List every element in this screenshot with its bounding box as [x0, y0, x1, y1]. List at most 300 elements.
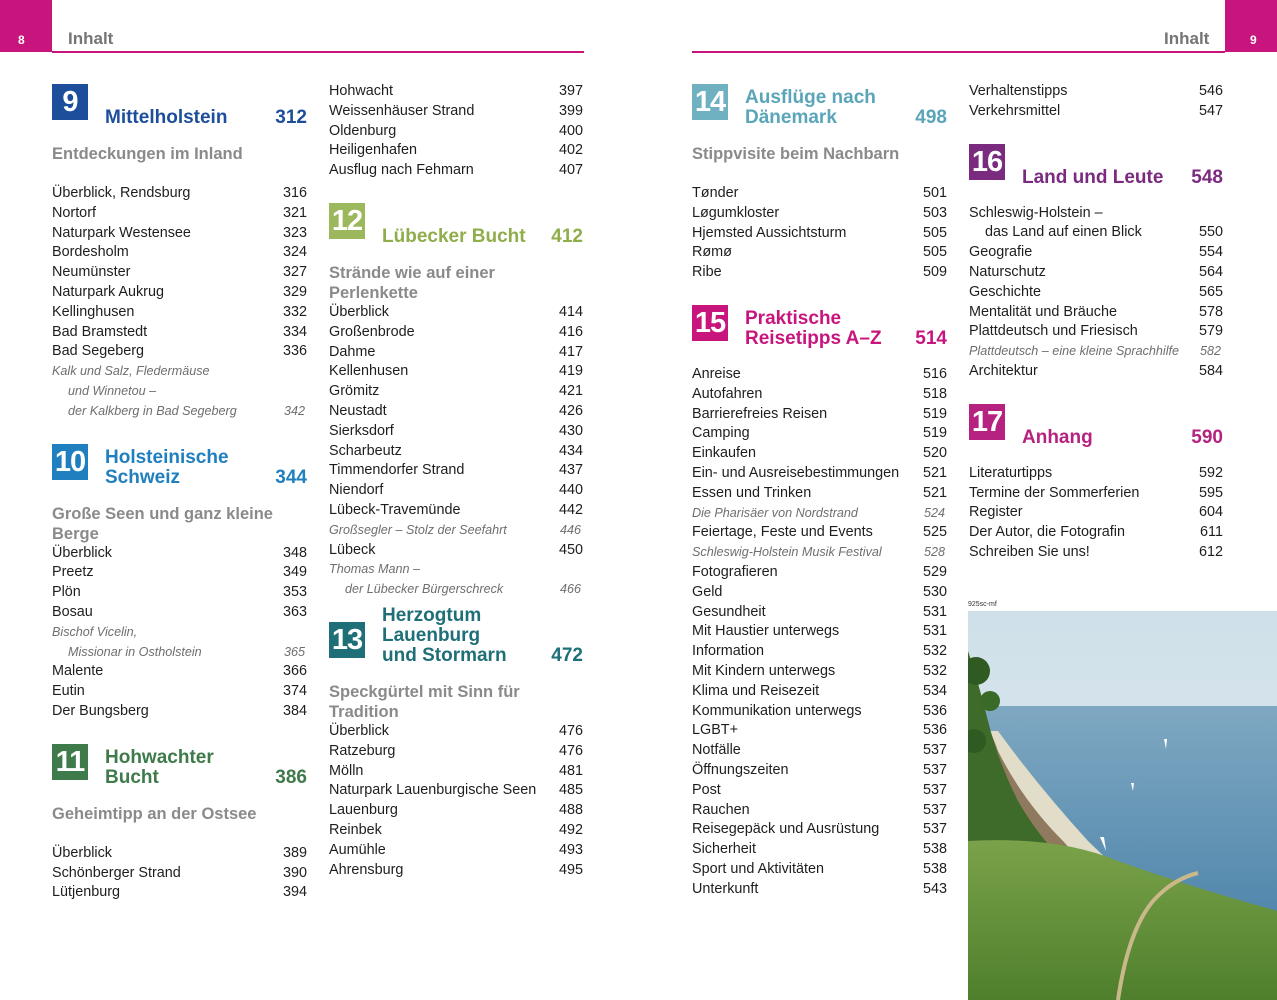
toc-entry-label: Überblick — [52, 844, 112, 861]
section-gap — [52, 722, 307, 742]
right-header-rule — [692, 51, 1225, 53]
toc-entry[interactable] — [692, 243, 947, 263]
toc-entry-label: Klima und Reisezeit — [692, 682, 820, 699]
toc-entry[interactable] — [692, 880, 947, 900]
toc-entry-label: Großsegler – Stolz der Seefahrt — [329, 522, 507, 537]
toc-entry[interactable] — [52, 702, 307, 722]
chapter-title[interactable]: Praktische Reisetipps A–Z — [745, 307, 882, 349]
toc-entry-label: Weissenhäuser Strand — [329, 102, 475, 119]
chapter-page: 344 — [275, 466, 307, 488]
toc-entry-label: Der Bungsberg — [52, 702, 149, 719]
toc-feature-entry[interactable] — [52, 402, 307, 422]
chapter-heading — [329, 604, 583, 682]
chapter-heading — [329, 203, 583, 263]
toc-entry[interactable] — [692, 682, 947, 702]
toc-entry[interactable] — [969, 322, 1223, 342]
toc-entry[interactable] — [692, 263, 947, 283]
chapter-title[interactable]: Hohwachter Bucht — [105, 746, 214, 788]
toc-entry-label: Naturpark Lauenburgische Seen — [329, 782, 537, 799]
toc-entry-label: Öffnungszeiten — [692, 761, 789, 778]
toc-entry[interactable] — [329, 501, 583, 521]
toc-entry-page: 417 — [558, 343, 583, 360]
chapter-title[interactable]: Lübecker Bucht — [382, 225, 526, 247]
toc-entry[interactable] — [52, 303, 307, 323]
toc-feature-entry[interactable] — [329, 521, 583, 541]
toc-entry[interactable] — [692, 642, 947, 662]
toc-entry-label: Plön — [52, 584, 81, 601]
toc-entry[interactable] — [692, 523, 947, 543]
toc-entry[interactable] — [969, 204, 1223, 224]
toc-entry[interactable] — [52, 844, 307, 864]
toc-entry[interactable] — [329, 343, 583, 363]
toc-entry-label: Tønder — [692, 185, 739, 201]
toc-entry[interactable] — [52, 263, 307, 283]
toc-entry-label: Scharbeutz — [329, 442, 402, 459]
toc-entry-page: 342 — [283, 403, 305, 418]
toc-feature-entry[interactable] — [329, 560, 583, 580]
chapter-subtitle: Große Seen und ganz kleine Berge — [52, 504, 273, 543]
toc-entry-label: Bad Bramstedt — [52, 323, 148, 340]
toc-entry[interactable] — [329, 461, 583, 481]
toc-entry-label: Schleswig-Holstein – — [969, 204, 1103, 221]
chapter-page: 590 — [1191, 426, 1223, 448]
toc-column-4 — [969, 82, 1223, 563]
toc-entry-label: Bischof Vicelin, — [52, 624, 138, 639]
chapter-number: 14 — [692, 84, 728, 120]
toc-entry-label: Plattdeutsch und Friesisch — [969, 323, 1138, 340]
toc-entry-label: Schleswig-Holstein Musik Festival — [692, 545, 882, 560]
toc-entry-page: 531 — [922, 623, 947, 640]
toc-entry-label: Grömitz — [329, 383, 380, 400]
toc-entry-label: Literaturtipps — [969, 464, 1053, 481]
toc-entry-page: 536 — [922, 722, 947, 739]
toc-column-3 — [692, 82, 947, 900]
toc-entry-page: 476 — [558, 742, 583, 759]
toc-entry-page: 321 — [282, 204, 307, 221]
toc-entry-page: 374 — [282, 683, 307, 700]
toc-entry[interactable] — [692, 464, 947, 484]
toc-entry-label: Eutin — [52, 683, 85, 700]
toc-entry-page: 509 — [922, 264, 947, 281]
toc-entry[interactable] — [969, 503, 1223, 523]
chapter-number: 12 — [329, 203, 365, 239]
toc-entry[interactable] — [692, 801, 947, 821]
toc-column-1 — [52, 82, 307, 903]
toc-entry-page: 538 — [922, 860, 947, 877]
chapter-title[interactable]: Herzogtum Lauenburg und Stormarn — [382, 604, 507, 666]
toc-entry[interactable] — [969, 243, 1223, 263]
toc-entry-page: 505 — [922, 244, 947, 261]
toc-entry-label: der Kalkberg in Bad Segeberg — [68, 403, 237, 418]
toc-entry-label: Feiertage, Feste und Events — [692, 524, 873, 541]
toc-entry-page: 537 — [922, 801, 947, 818]
toc-entry-page: 537 — [922, 821, 947, 838]
toc-entry[interactable] — [692, 721, 947, 741]
toc-entry[interactable] — [692, 204, 947, 224]
toc-entry[interactable] — [329, 422, 583, 442]
toc-entry-label: Verkehrsmittel — [969, 102, 1061, 119]
toc-entry[interactable] — [329, 362, 583, 382]
toc-entry[interactable] — [52, 583, 307, 603]
toc-entry[interactable] — [329, 801, 583, 821]
toc-feature-entry[interactable] — [52, 362, 307, 382]
toc-entry-page: 532 — [922, 662, 947, 679]
chapter-heading — [692, 84, 947, 144]
toc-entry-page: 324 — [282, 244, 307, 261]
toc-entry-page: 516 — [922, 365, 947, 382]
chapter-heading — [969, 404, 1223, 464]
toc-entry-label: Lütjenburg — [52, 884, 121, 901]
toc-entry[interactable] — [329, 762, 583, 782]
chapter-number: 9 — [52, 84, 88, 120]
toc-entry[interactable] — [52, 563, 307, 583]
section-gap — [692, 283, 947, 303]
toc-entry[interactable] — [329, 382, 583, 402]
toc-entry-page: 437 — [558, 462, 583, 479]
toc-entry-page: 532 — [922, 643, 947, 660]
chapter-page: 498 — [915, 107, 947, 128]
toc-column-2 — [329, 82, 583, 880]
toc-entry-page: 389 — [282, 844, 307, 861]
toc-entry[interactable] — [969, 223, 1223, 243]
toc-entry-page: 426 — [558, 402, 583, 419]
toc-entry-label: Kalk und Salz, Fledermäuse — [52, 364, 210, 379]
toc-entry[interactable] — [969, 543, 1223, 563]
toc-entry-page: 450 — [558, 541, 583, 558]
toc-entry-label: Bordesholm — [52, 244, 129, 261]
toc-entry-label: Naturpark Westensee — [52, 224, 191, 241]
toc-entry-label: Überblick — [329, 303, 389, 320]
toc-entry-label: Sierksdorf — [329, 422, 394, 439]
toc-entry-label: Ratzeburg — [329, 742, 396, 759]
toc-entry[interactable] — [692, 484, 947, 504]
toc-entry[interactable] — [969, 263, 1223, 283]
toc-entry-page: 503 — [922, 204, 947, 221]
chapter-title[interactable]: Holsteinische Schweiz — [105, 446, 229, 488]
toc-entry[interactable] — [692, 424, 947, 444]
toc-entry[interactable] — [52, 204, 307, 224]
toc-entry[interactable] — [329, 102, 583, 122]
toc-entry-label: Termine der Sommerferien — [969, 484, 1140, 501]
chapter-number: 16 — [969, 144, 1005, 180]
chapter-title[interactable]: Mittelholstein — [105, 107, 228, 128]
toc-entry-label: Die Pharisäer von Nordstrand — [692, 505, 858, 520]
toc-entry[interactable] — [692, 622, 947, 642]
toc-entry-label: Der Autor, die Fotografin — [969, 524, 1125, 541]
toc-entry[interactable] — [692, 761, 947, 781]
toc-entry[interactable] — [52, 323, 307, 343]
toc-entry-page: 446 — [559, 522, 581, 537]
toc-entry-label: Einkaufen — [692, 445, 757, 462]
toc-entry-page: 336 — [282, 343, 307, 360]
toc-entry-page: 323 — [282, 224, 307, 241]
toc-entry[interactable] — [692, 840, 947, 860]
toc-entry-page: 466 — [559, 582, 581, 597]
toc-entry-label: Bad Segeberg — [52, 343, 145, 360]
toc-entry-label: Naturpark Aukrug — [52, 283, 164, 300]
toc-entry-label: Neumünster — [52, 264, 131, 281]
toc-entry[interactable] — [692, 820, 947, 840]
toc-entry-page: 534 — [922, 682, 947, 699]
toc-entry-label: Großenbrode — [329, 323, 415, 340]
chapter-subtitle: Geheimtipp an der Ostsee — [52, 804, 257, 823]
toc-entry-label: Timmendorfer Strand — [329, 462, 465, 479]
toc-entry-label: Autofahren — [692, 385, 763, 402]
chapter-subtitle: Stippvisite beim Nachbarn — [692, 145, 900, 163]
toc-entry[interactable] — [329, 442, 583, 462]
toc-entry-page: 481 — [558, 762, 583, 779]
toc-entry[interactable] — [969, 303, 1223, 323]
toc-entry-page: 492 — [558, 821, 583, 838]
toc-entry-label: Nortorf — [52, 204, 96, 221]
toc-entry[interactable] — [52, 243, 307, 263]
toc-entry[interactable] — [692, 224, 947, 244]
toc-feature-entry[interactable] — [692, 543, 947, 563]
chapter-heading — [52, 444, 307, 504]
toc-entry-label: Information — [692, 643, 764, 660]
toc-entry-page: 476 — [558, 722, 583, 739]
toc-entry[interactable] — [329, 841, 583, 861]
toc-entry-page: 430 — [558, 422, 583, 439]
toc-entry[interactable] — [329, 742, 583, 762]
toc-entry-page: 485 — [558, 782, 583, 799]
toc-entry[interactable] — [969, 523, 1223, 543]
toc-entry[interactable] — [969, 362, 1223, 382]
toc-entry-label: Fotografieren — [692, 563, 778, 580]
toc-entry-label: Anreise — [692, 365, 741, 382]
toc-entry-label: Rømø — [692, 244, 732, 261]
toc-entry[interactable] — [52, 342, 307, 362]
toc-entry-label: Mit Kindern unterwegs — [692, 662, 836, 679]
toc-entry[interactable] — [692, 184, 947, 204]
toc-entry-label: Thomas Mann – — [329, 562, 420, 577]
toc-entry[interactable] — [329, 861, 583, 881]
toc-entry[interactable] — [692, 563, 947, 583]
toc-feature-entry[interactable] — [52, 382, 307, 402]
toc-entry-label: Oldenburg — [329, 122, 397, 139]
toc-entry[interactable] — [329, 122, 583, 142]
toc-entry[interactable] — [692, 702, 947, 722]
toc-entry[interactable] — [692, 405, 947, 425]
right-header-title: Inhalt — [1164, 29, 1210, 48]
toc-entry[interactable] — [52, 224, 307, 244]
chapter-heading — [52, 84, 307, 144]
coastline-photo — [968, 611, 1277, 1000]
chapter-subtitle: Entdeckungen im Inland — [52, 145, 243, 163]
toc-entry[interactable] — [692, 860, 947, 880]
toc-entry[interactable] — [52, 682, 307, 702]
toc-entry-label: Überblick, Rendsburg — [52, 185, 191, 201]
toc-entry[interactable] — [52, 603, 307, 623]
toc-entry[interactable] — [52, 544, 307, 564]
chapter-page: 312 — [275, 107, 307, 128]
toc-entry-label: Plattdeutsch – eine kleine Sprachhilfe — [969, 344, 1180, 359]
toc-entry-page: 537 — [922, 761, 947, 778]
toc-entry-page: 434 — [558, 442, 583, 459]
toc-entry-label: Unterkunft — [692, 880, 759, 897]
toc-entry-label: Ausflug nach Fehmarn — [329, 162, 474, 179]
toc-entry[interactable] — [329, 141, 583, 161]
toc-entry-label: Mölln — [329, 762, 364, 779]
toc-entry-page: 554 — [1198, 244, 1223, 261]
toc-entry[interactable] — [692, 444, 947, 464]
toc-entry[interactable] — [329, 323, 583, 343]
toc-entry-page: 390 — [282, 864, 307, 881]
toc-entry[interactable] — [52, 184, 307, 204]
toc-entry-page: 495 — [558, 861, 583, 878]
toc-entry-page: 611 — [1200, 524, 1223, 541]
toc-entry-label: Barrierefreies Reisen — [692, 405, 828, 422]
toc-entry-page: 332 — [282, 303, 307, 320]
toc-entry-page: 414 — [558, 303, 583, 320]
toc-entry-label: Naturschutz — [969, 263, 1046, 280]
toc-entry-page: 592 — [1198, 464, 1223, 481]
toc-entry[interactable] — [329, 303, 583, 323]
toc-feature-entry[interactable] — [52, 623, 307, 643]
chapter-title[interactable]: Anhang — [1022, 426, 1093, 448]
toc-entry-label: Lübeck-Travemünde — [329, 501, 461, 518]
toc-entry-label: und Winnetou – — [68, 383, 157, 398]
toc-entry-label: Schönberger Strand — [52, 864, 181, 881]
toc-entry[interactable] — [969, 283, 1223, 303]
toc-entry[interactable] — [692, 781, 947, 801]
toc-feature-entry[interactable] — [969, 342, 1223, 362]
toc-entry[interactable] — [692, 365, 947, 385]
toc-entry-label: Gesundheit — [692, 603, 766, 620]
toc-entry-label: Architektur — [969, 362, 1038, 379]
toc-entry-label: Malente — [52, 663, 104, 680]
toc-entry-label: Post — [692, 781, 721, 798]
toc-feature-entry[interactable] — [52, 643, 307, 663]
toc-entry-page: 366 — [282, 663, 307, 680]
section-gap — [969, 382, 1223, 402]
toc-entry[interactable] — [329, 821, 583, 841]
toc-entry-label: Sport und Aktivitäten — [692, 860, 824, 877]
toc-entry[interactable] — [692, 662, 947, 682]
chapter-number: 15 — [692, 305, 728, 341]
toc-entry-label: Mit Haustier unterwegs — [692, 623, 840, 640]
toc-entry-page: 519 — [922, 405, 947, 422]
toc-entry[interactable] — [52, 864, 307, 884]
toc-entry-page: 316 — [282, 185, 307, 201]
toc-entry-label: Neustadt — [329, 402, 387, 419]
toc-entry[interactable] — [969, 102, 1223, 122]
right-page-number: 9 — [1225, 0, 1277, 52]
toc-entry-page: 584 — [1198, 362, 1223, 379]
left-header-rule — [52, 51, 584, 53]
toc-feature-entry[interactable] — [692, 504, 947, 524]
toc-entry[interactable] — [52, 283, 307, 303]
toc-entry[interactable] — [52, 662, 307, 682]
toc-entry-page: 384 — [282, 702, 307, 719]
toc-entry[interactable] — [969, 484, 1223, 504]
section-gap — [52, 422, 307, 442]
toc-entry-page: 400 — [558, 122, 583, 139]
toc-entry[interactable] — [692, 583, 947, 603]
toc-entry[interactable] — [329, 402, 583, 422]
toc-entry-label: Notfälle — [692, 742, 741, 759]
toc-entry-page: 329 — [282, 283, 307, 300]
toc-entry-label: Kellenhusen — [329, 363, 409, 380]
toc-entry-page: 521 — [922, 464, 947, 481]
toc-entry-label: Register — [969, 504, 1023, 521]
toc-entry-page: 536 — [922, 702, 947, 719]
chapter-subtitle: Strände wie auf einer Perlenkette — [329, 263, 495, 302]
chapter-number: 13 — [329, 622, 365, 658]
toc-entry-page: 537 — [922, 781, 947, 798]
toc-entry-label: Essen und Trinken — [692, 484, 812, 501]
toc-entry-page: 579 — [1198, 323, 1223, 340]
chapter-number: 17 — [969, 404, 1005, 440]
toc-entry-page: 530 — [922, 583, 947, 600]
chapter-heading — [692, 305, 947, 365]
toc-entry-label: Verhaltenstipps — [969, 83, 1068, 99]
photo-credit: 925sc-mf — [968, 601, 997, 608]
toc-entry[interactable] — [329, 722, 583, 742]
toc-entry-page: 442 — [558, 501, 583, 518]
toc-entry[interactable] — [692, 741, 947, 761]
toc-entry[interactable] — [52, 883, 307, 903]
toc-entry-label: Kellinghusen — [52, 303, 135, 320]
toc-entry[interactable] — [692, 385, 947, 405]
toc-entry[interactable] — [692, 603, 947, 623]
chapter-subtitle: Speckgürtel mit Sinn für Tradition — [329, 682, 520, 721]
toc-entry[interactable] — [969, 464, 1223, 484]
toc-entry-label: Aumühle — [329, 841, 386, 858]
toc-entry-label: Reinbek — [329, 821, 382, 838]
toc-entry-label: Geld — [692, 583, 723, 600]
toc-entry-page: 520 — [922, 445, 947, 462]
toc-entry[interactable] — [329, 541, 583, 561]
chapter-title[interactable]: Ausflüge nach Dänemark — [745, 87, 876, 128]
toc-entry-label: Bosau — [52, 603, 93, 620]
toc-entry-label: Preetz — [52, 564, 94, 581]
toc-entry-label: Kommunikation unterwegs — [692, 702, 862, 719]
toc-entry-label: Missionar in Ostholstein — [68, 644, 202, 659]
toc-entry-page: 407 — [558, 162, 583, 179]
toc-entry[interactable] — [329, 481, 583, 501]
toc-entry-page: 612 — [1198, 543, 1223, 560]
toc-entry-page: 543 — [922, 880, 947, 897]
toc-entry-label: Mentalität und Bräuche — [969, 303, 1117, 320]
toc-entry-page: 349 — [282, 564, 307, 581]
toc-feature-entry[interactable] — [329, 580, 583, 600]
toc-entry-page: 327 — [282, 264, 307, 281]
toc-entry[interactable] — [329, 781, 583, 801]
toc-entry-page: 419 — [558, 363, 583, 380]
toc-entry-page: 529 — [922, 563, 947, 580]
toc-entry[interactable] — [969, 82, 1223, 102]
toc-entry-page: 524 — [923, 505, 945, 520]
toc-entry-page: 519 — [922, 425, 947, 442]
chapter-title[interactable]: Land und Leute — [1022, 166, 1164, 188]
toc-entry-label: Ribe — [692, 264, 722, 281]
toc-entry-label: Hohwacht — [329, 83, 393, 99]
chapter-heading — [52, 744, 307, 804]
chapter-page: 548 — [1191, 166, 1223, 188]
toc-entry-page: 416 — [558, 323, 583, 340]
toc-entry-page: 421 — [558, 383, 583, 400]
chapter-page: 514 — [915, 327, 947, 349]
toc-entry[interactable] — [329, 161, 583, 181]
toc-entry-label: Überblick — [329, 722, 389, 739]
toc-entry-label: LGBT+ — [692, 722, 738, 739]
toc-entry-label: Sicherheit — [692, 841, 756, 858]
toc-entry-page: 365 — [283, 644, 305, 659]
toc-entry-page: 501 — [922, 185, 947, 201]
toc-entry-label: Lübeck — [329, 541, 376, 558]
toc-entry[interactable] — [329, 82, 583, 102]
